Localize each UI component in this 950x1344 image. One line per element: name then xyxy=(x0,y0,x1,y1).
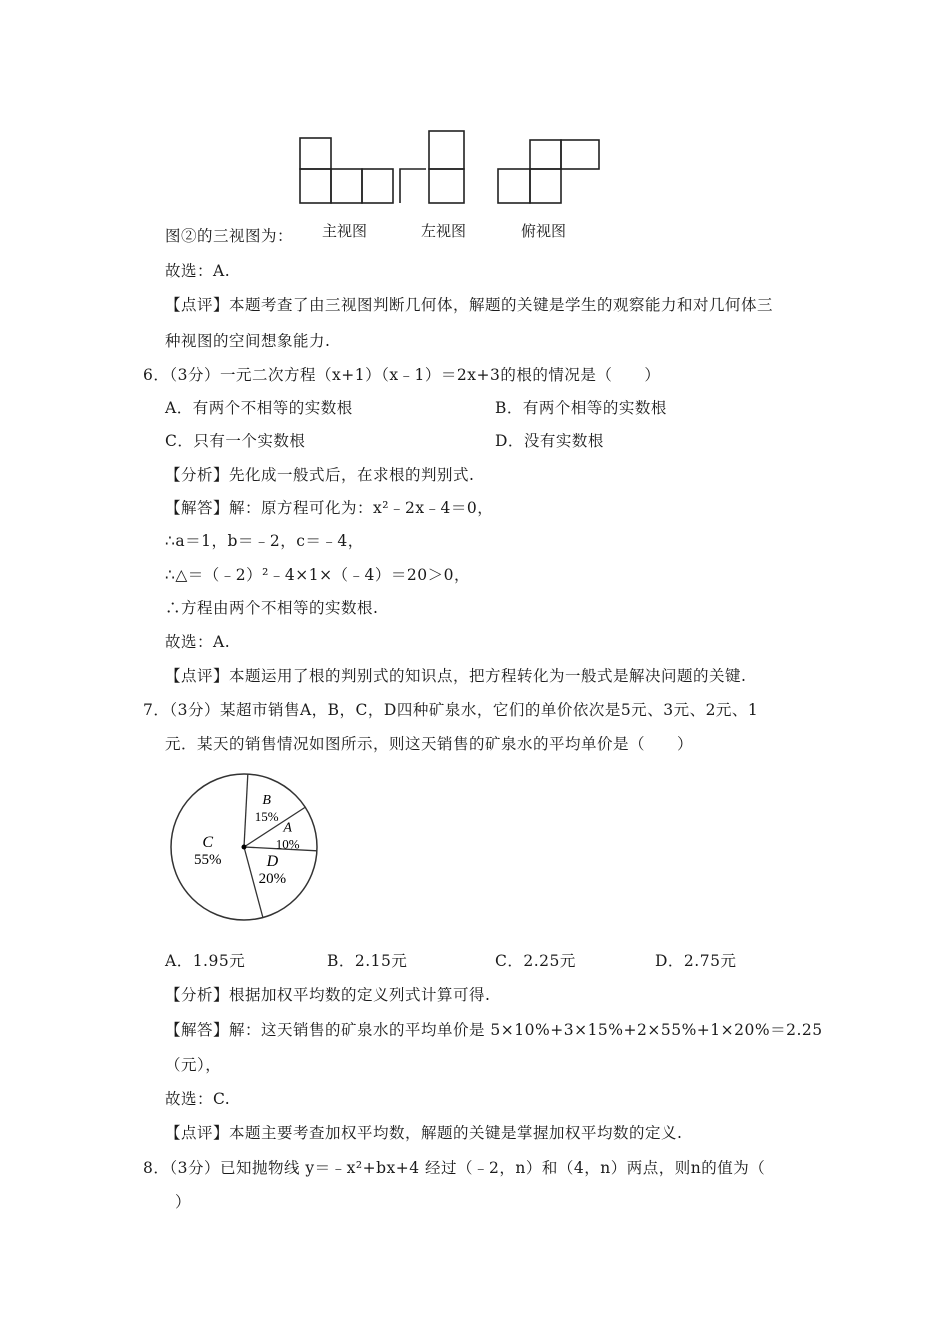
pie-divider-2 xyxy=(244,774,248,847)
q6-solution: 【解答】解：原方程可化为：x²﹣2x﹣4＝0， xyxy=(165,499,494,517)
q7-option-a: A．1.95元 xyxy=(165,952,246,970)
q7-solution-line2: （元）， xyxy=(165,1056,222,1074)
q6-option-a: A．有两个不相等的实数根 xyxy=(165,399,353,417)
q6-option-b: B．有两个相等的实数根 xyxy=(495,399,667,417)
left-view-label: 左视图 xyxy=(421,222,467,240)
sales-pie-chart xyxy=(165,766,325,926)
q5-answer: 故选：A. xyxy=(165,262,231,280)
three-views-caption: 图②的三视图为： xyxy=(165,227,294,245)
pie-category-D: D xyxy=(266,852,279,870)
q6-answer: 故选：A. xyxy=(165,633,231,651)
left-view-bottom-square xyxy=(429,169,464,203)
q6-option-c: C．只有一个实数根 xyxy=(165,432,306,450)
left-view-edge xyxy=(400,169,426,203)
pie-value-B: 15% xyxy=(254,808,279,824)
q5-comment-line1: 【点评】本题考查了由三视图判断几何体，解题的关键是学生的观察能力和对几何体三 xyxy=(165,296,774,314)
q7-answer: 故选：C. xyxy=(165,1090,231,1108)
q7-comment: 【点评】本题主要考查加权平均数，解题的关键是掌握加权平均数的定义. xyxy=(165,1124,683,1142)
pie-center xyxy=(242,845,247,850)
q7-option-d: D．2.75元 xyxy=(655,952,737,970)
top-view-square-4 xyxy=(530,169,561,203)
pie-category-A: A xyxy=(283,820,292,836)
pie-value-C: 55% xyxy=(193,851,222,868)
top-view-label: 俯视图 xyxy=(521,222,567,240)
front-view-square-1 xyxy=(300,169,331,203)
pie-category-B: B xyxy=(262,792,271,808)
q6-analysis: 【分析】先化成一般式后，在求根的判别式. xyxy=(165,466,475,484)
front-view-label: 主视图 xyxy=(322,222,368,240)
q6-option-d: D．没有实数根 xyxy=(495,432,604,450)
pie-value-D: 20% xyxy=(258,870,287,887)
q6-step1: ∴a＝1，b＝﹣2，c＝﹣4， xyxy=(165,532,364,550)
top-view-square-1 xyxy=(530,140,561,169)
pie-value-A: 10% xyxy=(275,836,300,852)
q5-comment-line2: 种视图的空间想象能力. xyxy=(165,332,331,350)
front-view-top-square xyxy=(300,138,331,169)
top-view-square-3 xyxy=(498,169,530,203)
q7-option-b: B．2.15元 xyxy=(327,952,408,970)
top-view-square-2 xyxy=(561,140,599,169)
q6-step3: ∴方程由两个不相等的实数根. xyxy=(165,599,379,617)
left-view-top-square xyxy=(429,131,464,169)
q7-analysis: 【分析】根据加权平均数的定义列式计算可得. xyxy=(165,986,491,1004)
q6-step2: ∴△＝（﹣2）²﹣4×1×（﹣4）＝20＞0， xyxy=(165,566,471,584)
q6-stem: 6．（3分）一元二次方程（x+1）（x﹣1）＝2x+3的根的情况是（ ） xyxy=(143,366,661,384)
q7-solution-line1: 【解答】解：这天销售的矿泉水的平均单价是 5×10%+3×15%+2×55%+1×20%＝2.25 xyxy=(165,1021,823,1039)
pie-category-C: C xyxy=(202,833,214,851)
q8-stem-line1: 8．（3分）已知抛物线 y＝﹣x²+bx+4 经过（﹣2，n）和（4，n）两点，则n的值为（ xyxy=(143,1159,766,1177)
q7-stem-line2: 元．某天的销售情况如图所示，则这天销售的矿泉水的平均单价是（ ） xyxy=(165,735,694,753)
q7-stem-line1: 7．（3分）某超市销售A，B，C，D四种矿泉水，它们的单价依次是5元、3元、2元、1 xyxy=(143,701,759,719)
q6-comment: 【点评】本题运用了根的判别式的知识点，把方程转化为一般式是解决问题的关键. xyxy=(165,667,747,685)
q7-option-c: C．2.25元 xyxy=(495,952,576,970)
q8-stem-line2: ） xyxy=(175,1193,192,1211)
front-view-square-2 xyxy=(331,169,362,203)
front-view-square-3 xyxy=(362,169,393,203)
